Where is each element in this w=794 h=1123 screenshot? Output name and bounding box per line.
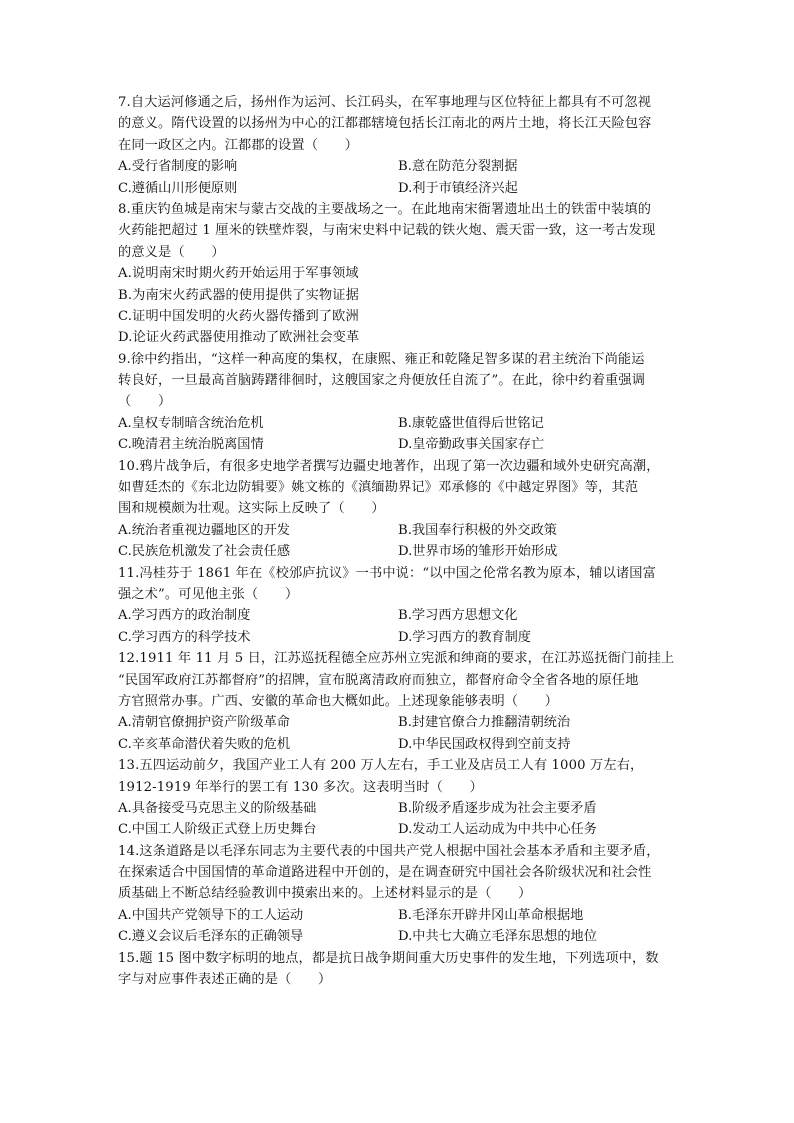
option-row bbox=[118, 413, 678, 434]
question-stem-line: 8.重庆钓鱼城是南宋与蒙古交战的主要战场之一。在此地南宋衙署遗址出土的铁雷中装填的 bbox=[118, 201, 652, 217]
option-a: A.受行省制度的影响 bbox=[118, 159, 238, 175]
question-stem-line: 在同一政区之内。江都郡的设置（ ） bbox=[118, 137, 359, 153]
question-7 bbox=[118, 92, 678, 199]
question-stem-line: 转良好，一旦最高首脑踌躇徘徊时，这艘国家之舟便放任自流了”。在此，徐中约着重强调 bbox=[118, 373, 646, 389]
question-stem-line: 如曹廷杰的《东北边防辑要》姚文栋的《滇缅勘界记》邓承修的《中越定界图》等，其范 bbox=[118, 480, 639, 496]
option-d: D.发动工人运动成为中共中心任务 bbox=[398, 822, 597, 838]
question-stem-line: 7.自大运河修通之后，扬州作为运河、长江码头，在军事地理与区位特征上都具有不可忽视 bbox=[118, 95, 652, 110]
question-stem-line: 质基础上不断总结经验教训中摸索出来的。上述材料显示的是（ ） bbox=[118, 886, 532, 902]
question-stem-line: 围和规模颇为壮观。这实际上反映了（ ） bbox=[118, 501, 385, 517]
question-stem-line: 1912-1919 年举行的罢工有 130 多次。这表明当时（ ） bbox=[118, 779, 483, 795]
option-c: C.遵义会议后毛泽东的正确领导 bbox=[118, 929, 304, 945]
option-row bbox=[118, 520, 678, 541]
option-row bbox=[118, 905, 678, 926]
option-b: B.封建官僚合力推翻清朝统治 bbox=[398, 715, 571, 731]
option-a: A.皇权专制暗含统治危机 bbox=[118, 415, 264, 431]
question-stem-line: 15.题 15 图中数字标明的地点，都是抗日战争期间重大历史事件的发生地，下列选项中，数 bbox=[118, 950, 659, 966]
option-d: D.论证火药武器使用推动了欧洲社会变革 bbox=[118, 330, 360, 346]
exam-page bbox=[118, 92, 678, 990]
question-stem-line: 的意义是（ ） bbox=[118, 244, 225, 260]
option-a: A.清朝官僚拥护资产阶级革命 bbox=[118, 715, 290, 731]
option-row bbox=[118, 627, 678, 648]
question-stem-line: 12.1911 年 11 月 5 日，江苏巡抚程德全应苏州立宪派和绅商的要求，在江苏巡抚衙门前挂上 bbox=[118, 651, 675, 667]
question-9 bbox=[118, 349, 678, 456]
option-row bbox=[118, 541, 678, 562]
option-row bbox=[118, 734, 678, 755]
question-stem-line: 方官照常办事。广西、安徽的革命也大概如此。上述现象能够表明（ ） bbox=[118, 693, 559, 709]
question-stem-line: 在探索适合中国国情的革命道路进程中开创的，是在调查研究中国社会各阶级状况和社会性 bbox=[118, 865, 652, 881]
question-stem-line: “民国军政府江苏都督府”的招牌，宣布脱离清政府而独立，都督府命令全省各地的原任地 bbox=[118, 672, 639, 688]
option-row bbox=[118, 819, 678, 840]
option-c: C.证明中国发明的火药火器传播到了欧洲 bbox=[118, 308, 359, 324]
question-stem-line: 9.徐中约指出，“这样一种高度的集权，在康熙、雍正和乾隆足智多谋的君主统治下尚能运 bbox=[118, 351, 645, 367]
option-d: D.中华民国政权得到空前支持 bbox=[398, 736, 571, 752]
option-row bbox=[118, 178, 678, 199]
option-c: C.民族危机激发了社会责任感 bbox=[118, 544, 291, 560]
question-stem-line: 的意义。隋代设置的以扬州为中心的江都郡辖境包括长江南北的两片土地，将长江天险包容 bbox=[118, 116, 652, 132]
option-a: A.说明南宋时期火药开始运用于军事领域 bbox=[118, 266, 359, 282]
option-c: C.遵循山川形便原则 bbox=[118, 180, 238, 196]
option-a: A.统治者重视边疆地区的开发 bbox=[118, 522, 290, 538]
option-b: B.我国奉行积极的外交政策 bbox=[398, 522, 557, 538]
option-a: A.学习西方的政治制度 bbox=[118, 608, 251, 624]
option-a: A.具备接受马克思主义的阶级基础 bbox=[118, 800, 317, 816]
option-row bbox=[118, 605, 678, 626]
option-c: C.学习西方的科学技术 bbox=[118, 629, 251, 645]
option-b: B.意在防范分裂割据 bbox=[398, 159, 518, 175]
option-row bbox=[118, 156, 678, 177]
question-stem-line: 字与对应事件表述正确的是（ ） bbox=[118, 972, 332, 988]
option-b: B.毛泽东开辟井冈山革命根据地 bbox=[398, 907, 584, 923]
question-14 bbox=[118, 841, 678, 948]
question-10 bbox=[118, 456, 678, 563]
option-b: B.为南宋火药武器的使用提供了实物证据 bbox=[118, 287, 359, 303]
question-11 bbox=[118, 563, 678, 649]
option-row bbox=[118, 434, 678, 455]
question-8 bbox=[118, 199, 678, 349]
option-b: B.康乾盛世值得后世铭记 bbox=[398, 415, 544, 431]
question-13 bbox=[118, 755, 678, 841]
option-c: C.中国工人阶级正式登上历史舞台 bbox=[118, 822, 317, 838]
question-stem-line: 13.五四运动前夕，我国产业工人有 200 万人左右，手工业及店员工人有 1000 万左右， bbox=[118, 758, 644, 774]
option-d: D.学习西方的教育制度 bbox=[398, 629, 531, 645]
option-b: B.学习西方思想文化 bbox=[398, 608, 518, 624]
option-b: B.阶级矛盾逐步成为社会主要矛盾 bbox=[398, 800, 597, 816]
option-d: D.世界市场的雏形开始形成 bbox=[398, 544, 558, 560]
option-d: D.利于市镇经济兴起 bbox=[398, 180, 518, 196]
question-stem-line: 火药能把超过 1 厘米的铁壁炸裂，与南宋史料中记载的铁火炮、震天雷一致，这一考古发现 bbox=[118, 223, 656, 239]
question-stem-line: （ ） bbox=[118, 394, 172, 410]
question-stem-line: 14.这条道路是以毛泽东同志为主要代表的中国共产党人根据中国社会基本矛盾和主要矛盾， bbox=[118, 843, 660, 859]
option-c: C.辛亥革命潜伏着失败的危机 bbox=[118, 736, 291, 752]
option-row bbox=[118, 926, 678, 947]
option-c: C.晚清君主统治脱离国情 bbox=[118, 437, 264, 453]
question-15 bbox=[118, 948, 678, 991]
question-stem-line: 强之术”。可见他主张（ ） bbox=[118, 586, 299, 602]
option-d: D.皇帝勤政事关国家存亡 bbox=[398, 437, 545, 453]
option-d: D.中共七大确立毛泽东思想的地位 bbox=[398, 929, 597, 945]
option-row bbox=[118, 712, 678, 733]
question-stem-line: 10.鸦片战争后，有很多史地学者撰写边疆史地著作，出现了第一次边疆和域外史研究高潮， bbox=[118, 458, 660, 474]
question-12 bbox=[118, 648, 678, 755]
question-stem-line: 11.冯桂芬于 1861 年在《校邠庐抗议》一书中说：“以中国之伦常名教为原本，辅以诸国富 bbox=[118, 565, 656, 581]
option-a: A.中国共产党领导下的工人运动 bbox=[118, 907, 304, 923]
option-row bbox=[118, 798, 678, 819]
